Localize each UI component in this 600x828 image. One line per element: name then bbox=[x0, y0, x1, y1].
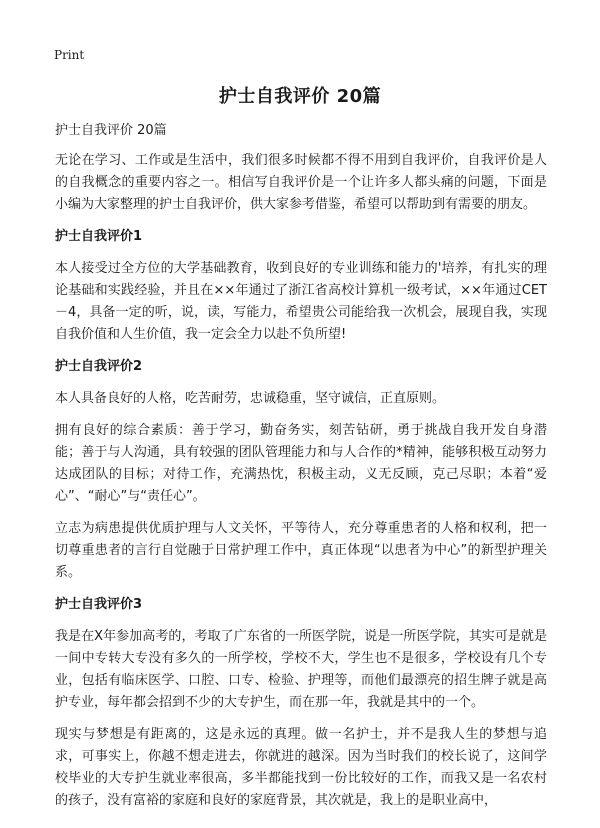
section-2-paragraph-1: 本人具备良好的人格，吃苦耐劳，忠诚稳重，坚守诚信，正直原则。 bbox=[55, 391, 446, 406]
section-heading-3: 护士自我评价3 bbox=[55, 597, 143, 612]
section-heading-2: 护士自我评价2 bbox=[55, 359, 143, 374]
document-body bbox=[55, 120, 547, 822]
section-3-paragraph-2: 现实与梦想是有距离的，这是永远的真理。做一名护士，并不是我人生的梦想与追求，可事实上，你越不想走进去，你就进的越深。因为当时我们的校长说了，这间学校毕业的大专护生就业率很高，多半都能找到一份比较好的工作，而我又是一名农村的孩子，没有富裕的家庭和良好的家庭背景，其次就是，我上的是职业高中， bbox=[55, 727, 547, 808]
document-subtitle: 护士自我评价 20篇 bbox=[55, 123, 167, 138]
section-2-paragraph-2: 拥有良好的综合素质：善于学习，勤奋务实，刻苦钻研，勇于挑战自我开发自身潜能；善于与人沟通，具有较强的团队管理能力和与人合作的*精神，能够积极互动努力达成团队的目标；对待工作，充满热忱，积极主动，义无反顾，克己尽职；本着“爱心”、“耐心”与“责任心”。 bbox=[55, 423, 547, 504]
section-heading-1: 护士自我评价1 bbox=[55, 229, 143, 244]
intro-paragraph: 无论在学习、工作或是生活中，我们很多时候都不得不用到自我评价，自我评价是人的自我概念的重要内容之一。相信写自我评价是一个让许多人都头痛的问题，下面是小编为大家整理的护士自我评价，供大家参考借鉴，希望可以帮助到有需要的朋友。 bbox=[55, 153, 547, 212]
document-title: 护士自我评价 20篇 bbox=[218, 86, 382, 107]
section-3-paragraph-1: 我是在X年参加高考的，考取了广东省的一所医学院，说是一所医学院，其实可是就是一间中专转大专没有多久的一所学校，学校不大，学生也不是很多，学校设有几个专业，包括有临床医学、口腔、口专、检验、护理等，而他们最漂亮的招生牌子就是高护专业，每年都会招到不少的大专护生，而在那一年，我就是其中的一个。 bbox=[55, 629, 547, 710]
section-1-paragraph-1: 本人接受过全方位的大学基础教育，收到良好的专业训练和能力的'培养，有扎实的理论基础和实践经验，并且在××年通过了浙江省高校计算机一级考试，××年通过CET－4，具备一定的听，说，读，写能力，希望贵公司能给我一次机会，展现自我，实现自我价值和人生价值，我一定会全力以赴不负所望! bbox=[55, 261, 547, 342]
section-2-paragraph-3: 立志为病患提供优质护理与人文关怀，平等待人，充分尊重患者的人格和权利，把一切尊重患者的言行自觉融于日常护理工作中，真正体现“以患者为中心”的新型护理关系。 bbox=[55, 521, 547, 580]
print-label: Print bbox=[54, 48, 85, 62]
